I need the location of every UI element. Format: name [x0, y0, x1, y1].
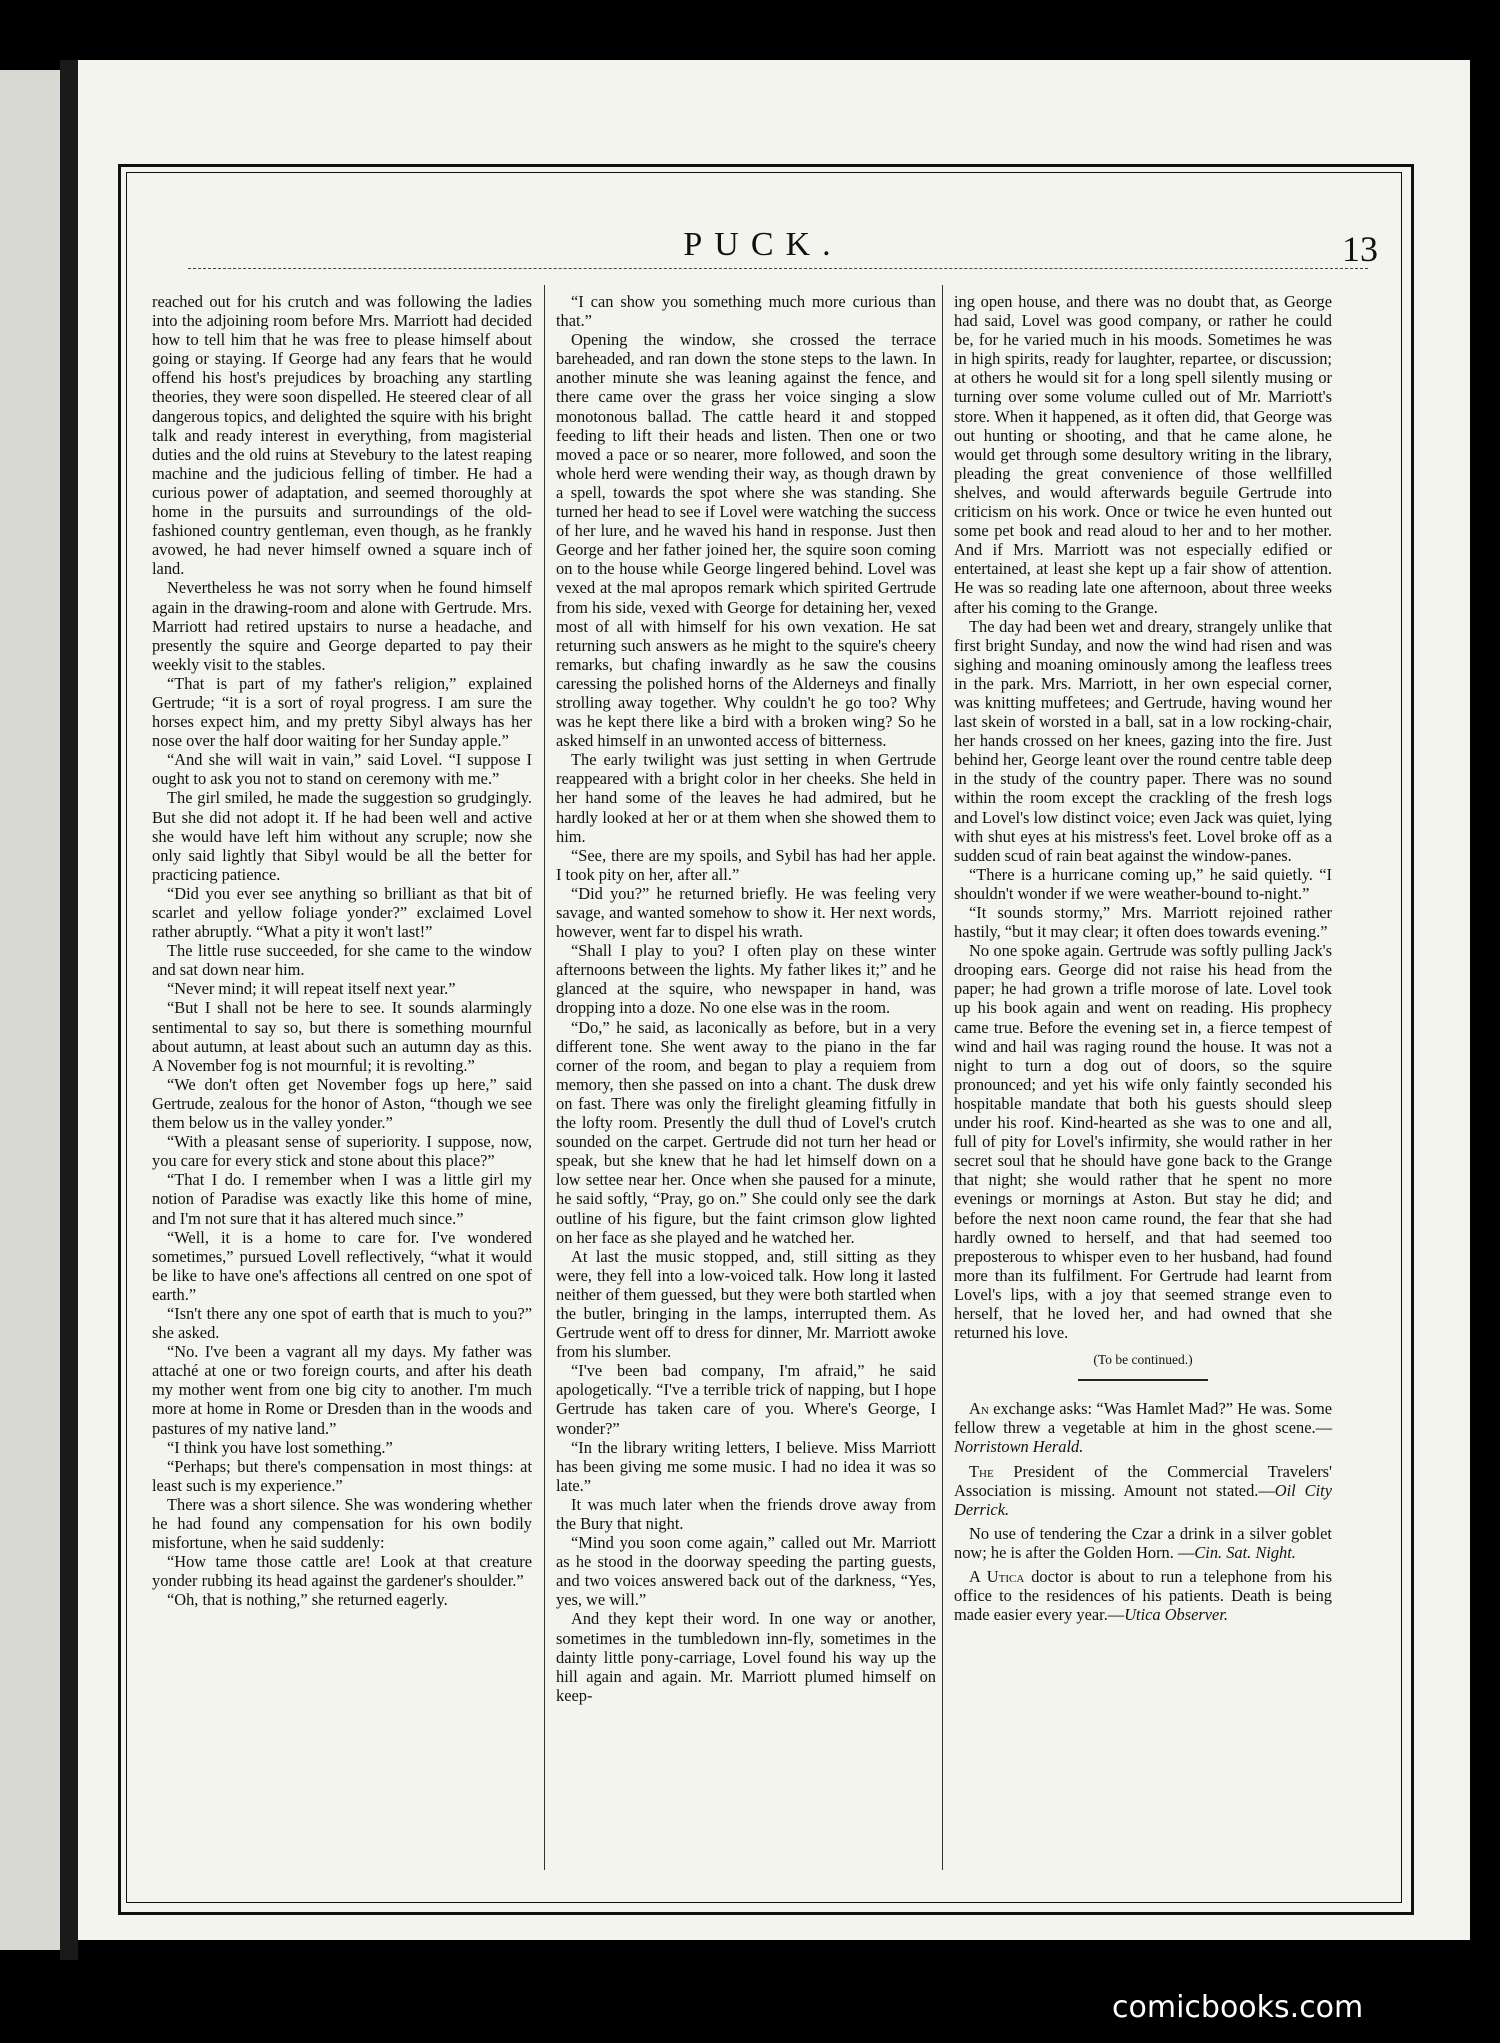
paragraph: “We don't often get November fogs up here,” said Gertrude, zealous for the honor of Aston, “though we see them below us in the valley yonder.”	[152, 1074, 532, 1133]
masthead-title: PUCK.	[683, 226, 843, 263]
paragraph: And they kept their word. In one way or another, sometimes in the tumbledown inn-fly, sometimes in the dainty little pony-carriage, Lovel found his way up the hill again and again. Mr. Marriott plumed himself on keep-	[556, 1609, 936, 1705]
column-3	[954, 292, 1332, 1624]
squib	[954, 1399, 1332, 1456]
squib-source: Utica Observer.	[1124, 1605, 1228, 1625]
column-divider-1	[544, 285, 545, 1870]
masthead-rule	[188, 268, 1368, 269]
paragraph: “Well, it is a home to care for. I've wondered sometimes,” pursued Lovell reflectively, “what it would be like to have one's affections all centred on one spot of earth.”	[152, 1227, 532, 1304]
magazine-page	[78, 60, 1470, 1940]
paragraph: It was much later when the friends drove away from the Bury that night.	[556, 1494, 936, 1533]
paragraph: “I think you have lost something.”	[167, 1437, 393, 1457]
paragraph: “That I do. I remember when I was a little girl my notion of Paradise was exactly like this home of mine, and I'm not sure that it has altered much since.”	[152, 1170, 532, 1228]
squib-text: doctor is about to run a telephone from his office to the residences of his patients. Death is being made easier every year.—	[954, 1567, 1332, 1625]
squib	[954, 1462, 1332, 1519]
continued-note: (To be continued.)	[1093, 1352, 1193, 1368]
column-divider-2	[942, 285, 943, 1870]
squib-text: President of the Commercial Travelers' Association is missing. Amount not stated.—	[954, 1461, 1332, 1500]
paragraph: “Do,” he said, as laconically as before, but in a very different tone. She went away to the piano in the far corner of the room, and began to play a requiem from memory, then she passed on into a chant. The dusk drew on fast. There was only the firelight gleaming fitfully in the lofty room. Presently the dull thud of Lovel's crutch sounded on the carpet. Gertrude did not turn her head or speak, but she knew that he had let himself down on a low settee near her. Once when she paused for a minute, he said softly, “Pray, go on.” She could only see the dark outline of his figure, but the faint crimson glow lighted on her face as she played and he watched her.	[556, 1017, 936, 1247]
paragraph: The early twilight was just setting in when Gertrude reappeared with a bright color in her cheeks. She held in her hand some of the leaves he had admired, but he hardly looked at her or at them when she showed them to him.	[556, 750, 936, 846]
paragraph: “See, there are my spoils, and Sybil has had her apple. I took pity on her, after all.”	[556, 845, 936, 884]
paragraph: “There is a hurricane coming up,” he said quietly. “I shouldn't wonder if we were weather-bound to-night.”	[954, 864, 1332, 903]
paragraph: “I can show you something much more curious than that.”	[556, 292, 936, 331]
squib-lead: A Utica	[969, 1567, 1025, 1586]
paragraph: The day had been wet and dreary, strangely unlike that first bright Sunday, and now the wind had risen and was sighing and moaning ominously among the leafless trees in the park. Mrs. Marriott, in her own especial corner, was knitting muffetees; and Gertrude, having wound her last skein of worsted in a ball, sat in a low rocking-chair, her hands crossed on her knees, gazing into the fire. Just behind her, George leant over the round centre table deep in the study of the country paper. There was no sound within the room except the crackling of the fresh logs and Lovel's low distinct voice; even Jack was quiet, lying with shut eyes at his mistress's feet. Lovel broke off as a sudden scud of rain beat against the window-panes.	[954, 616, 1332, 865]
paragraph: “Did you ever see anything so brilliant as that bit of scarlet and yellow foliage yonder?” exclaimed Lovel rather abruptly. “What a pity it won't last!”	[152, 883, 532, 942]
paragraph: Opening the window, she crossed the terrace bareheaded, and ran down the stone steps to the lawn. In another minute she was leaning against the fence, and there came over the grass her voice singing a slow monotonous ballad. The cattle heard it and stopped feeding to lift their heads and listen. Then one or two moved a pace or so nearer, more followed, and soon the whole herd were wending their way, as though drawn by a spell, towards the spot where she was standing. She turned her head to see if Lovel were watching the success of her lure, and he waved his hand in response. Just then George and her father joined her, the squire soon coming on to the house while George lingered behind. Lovel was vexed at the mal apropos remark which spirited Gertrude from his side, vexed with George for detaining her, vexed most of all with himself for his own vexation. He sat returning such answers as he might to the squire's cheery remarks, but chafing inwardly as he saw the cousins caressing the polished horns of the Alderneys and finally strolling away together. Why couldn't he go too? Why was he kept there like a bird with a broken wing? So he asked himself in an unwonted access of bitterness.	[556, 330, 936, 751]
page-number: 13	[1342, 229, 1378, 269]
squib-text: No use of tendering the Czar a drink in a silver goblet now; he is after the Golden Horn. —	[954, 1523, 1332, 1562]
squib	[954, 1524, 1332, 1562]
squib-source: Oil City Derrick.	[954, 1480, 1332, 1519]
paragraph: “How tame those cattle are! Look at that creature yonder rubbing its head against the gardener's shoulder.”	[152, 1552, 532, 1591]
watermark-text: comicbooks.com	[1112, 1990, 1364, 2025]
squib-lead: An	[969, 1399, 989, 1419]
section-rule	[1078, 1379, 1208, 1381]
squib-text: exchange asks: “Was Hamlet Mad?” He was. Some fellow threw a vegetable at him in the ghost scene.—	[954, 1399, 1332, 1438]
squib-source: Norristown Herald.	[954, 1437, 1084, 1457]
paragraph: “But I shall not be here to see. It sounds alarmingly sentimental to say so, but there is something mournful about autumn, at least about such an autumn day as this. A November fog is not mournful; it is revolting.”	[152, 998, 532, 1075]
book-binding	[60, 60, 78, 1960]
paragraph: “Never mind; it will repeat itself next year.”	[167, 979, 456, 999]
paragraph: “Isn't there any one spot of earth that is much to you?” she asked.	[152, 1303, 532, 1343]
paragraph: At last the music stopped, and, still sitting as they were, they fell into a low-voiced talk. How long it lasted neither of them guessed, but they were both startled when the butler, bringing in the lamps, interrupted them. As Gertrude went off to dress for dinner, Mr. Marriott awoke from his slumber.	[556, 1246, 936, 1362]
paragraph: “No. I've been a vagrant all my days. My father was attaché at one or two foreign courts, and after his death my mother went from one big city to another. I'm much more at home in Rome or Dresden than in the woods and pastures of my native land.”	[152, 1342, 532, 1438]
paragraph: ing open house, and there was no doubt that, as George had said, Lovel was good company, or rather he could be, for he varied much in his moods. Sometimes he was in high spirits, ready for laughter, repartee, or discussion; at others he would sit for a long spell silently musing or turning over some volume culled out of Mr. Marriott's store. When it happened, as it often did, that George was out hunting or shooting, and that he came alone, he would get through some desultory writing in the library, pleading the great convenience of those wellfilled shelves, and would afterwards beguile Gertrude into criticism on his work. Once or twice he even hunted out some pet book and read aloud to her and to her mother. And if Mrs. Marriott was not especially edified or entertained, at least she kept up a fair show of attention. He was so reading late one afternoon, about three weeks after his coming to the Grange.	[954, 292, 1332, 617]
paragraph: No one spoke again. Gertrude was softly pulling Jack's drooping ears. George did not raise his head from the paper; he had grown a trifle morose of late. Lovel took up his book again and went on reading. His prophecy came true. Before the evening set in, a fierce tempest of wind and hail was raging round the house. It was not a night to turn a dog out of doors, so the squire pronounced; and yet his wife only faintly seconded his hospitable mandate that both his guests should sleep under his roof. Kind-hearted as she was to one and all, full of pity for Lovel's infirmity, she would rather in her secret soul that he should have gone back to the Grange that night; she would rather that he spent no more evenings or mornings at Aston. But stay he did; and before the next noon came round, the fear that she had hardly owned to herself, and that had seemed too preposterous to whisper even to her husband, had found more than its fulfilment. For Gertrude had learnt from Lovel's lips, with a joy that seemed strange even to herself, that he loved her, and had owned that she returned his love.	[954, 941, 1332, 1343]
paragraph: Nevertheless he was not sorry when he found himself again in the drawing-room and alone with Gertrude. Mrs. Marriott had retired upstairs to nurse a headache, and presently the squire and George departed to pay their weekly visit to the stables.	[152, 578, 532, 674]
paragraph: “That is part of my father's religion,” explained Gertrude; “it is a sort of royal progress. I am sure the horses expect him, and my pretty Sibyl always has her nose over the half door waiting for her Sunday apple.”	[152, 673, 532, 751]
masthead	[126, 172, 1400, 268]
paragraph: “I've been bad company, I'm afraid,” he said apologetically. “I've a terrible trick of napping, but I hope Gertrude has taken care of you. Where's George, I wonder?”	[556, 1361, 936, 1438]
paragraph: “And she will wait in vain,” said Lovel. “I suppose I ought to ask you not to stand on ceremony with me.”	[152, 750, 532, 789]
squib-source: Cin. Sat. Night.	[1194, 1542, 1296, 1562]
paragraph: “Perhaps; but there's compensation in most things: at least such is my experience.”	[152, 1456, 532, 1495]
paragraph: There was a short silence. She was wondering whether he had found any compensation for his own bodily misfortune, when he said suddenly:	[152, 1494, 532, 1553]
paragraph: “Shall I play to you? I often play on these winter afternoons between the lights. My father likes it;” and he glanced at the squire, who newspaper in hand, was dropping into a doze. No one else was in the room.	[556, 941, 936, 1018]
squib-lead: The	[969, 1461, 994, 1481]
paragraph: The little ruse succeeded, for she came to the window and sat down near him.	[152, 941, 532, 980]
paragraph: “With a pleasant sense of superiority. I suppose, now, you care for every stick and stone about this place?”	[152, 1132, 532, 1171]
paragraph: “In the library writing letters, I believe. Miss Marriott has been giving me some music. I had no idea it was so late.”	[556, 1437, 936, 1495]
column-2	[556, 292, 936, 1705]
paragraph: reached out for his crutch and was following the ladies into the adjoining room before Mrs. Marriott had decided how to tell him that he was free to please himself about going or staying. If George had any fears that he would offend his host's prejudices by broaching any startling theories, they were soon dispelled. He steered clear of all dangerous topics, and delighted the squire with his bright talk and ready interest in everything, from magisterial duties and the old ruins at Stevebury to the latest reaping machine and the judicious felling of timber. He had a curious power of adaptation, and seemed thoroughly at home in the pursuits and surroundings of the old-fashioned country gentleman, even though, as he frankly avowed, he had never himself owned a square inch of land.	[152, 292, 532, 579]
paragraph: “Mind you soon come again,” called out Mr. Marriott as he stood in the doorway speeding the parting guests, and two voices answered back out of the darkness, “Yes, yes, we will.”	[556, 1533, 936, 1610]
paragraph: The girl smiled, he made the suggestion so grudgingly. But she did not adopt it. If he had been well and active she would have left him without any scruple; now she only said lightly that Sibyl would be all the better for practicing patience.	[152, 788, 532, 884]
paragraph: “It sounds stormy,” Mrs. Marriott rejoined rather hastily, “but it may clear; it often does towards evening.”	[954, 903, 1332, 942]
paragraph: “Did you?” he returned briefly. He was feeling very savage, and wanted somehow to show it. Her next words, however, went far to dispel his wrath.	[556, 883, 936, 942]
adjacent-page-edge	[0, 70, 60, 1950]
paragraph: “Oh, that is nothing,” she returned eagerly.	[167, 1590, 448, 1610]
squib	[954, 1567, 1332, 1624]
column-1	[152, 292, 532, 1609]
